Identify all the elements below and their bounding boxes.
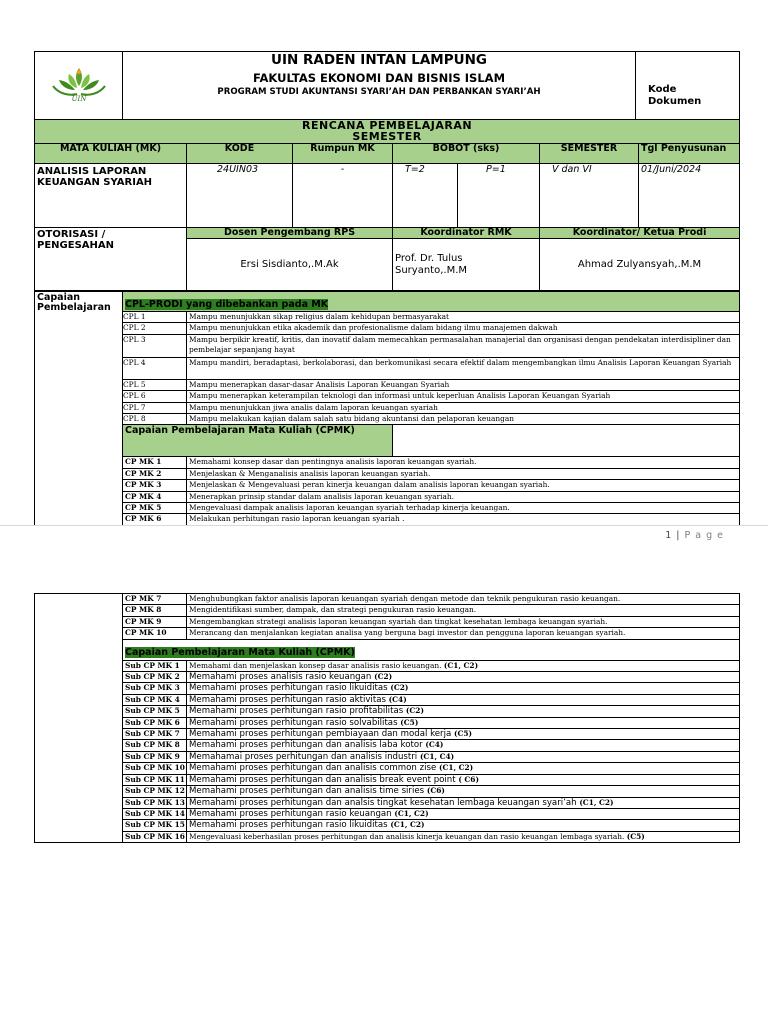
sub-cpmk-text-cell	[187, 774, 740, 785]
sub-cpmk-level: (C2)	[405, 706, 424, 716]
capaian-table-page2	[34, 593, 740, 843]
page-word: P a g e	[684, 530, 724, 541]
cpmk-row	[35, 491, 740, 502]
cpl-header-text: CPL-PRODI yang dibebankan pada MK	[125, 299, 329, 310]
cpl-text	[187, 323, 740, 334]
cpl-text	[187, 402, 740, 413]
sub-cpmk-code: Sub CP MK 3	[123, 683, 187, 694]
page-number-value: 1	[665, 530, 673, 541]
sub-cpmk-level: (C1, C2)	[443, 660, 479, 670]
sub-cpmk-row	[35, 740, 740, 751]
sub-cpmk-code: Sub CP MK 9	[123, 751, 187, 762]
sub-cpmk-level: (C4)	[388, 694, 407, 704]
cpmk-text: Menjelaskan & Mengevaluasi peran kinerja keuangan dalam analisis laporan keuangan syariah.	[187, 480, 740, 491]
cpl-text-line: Mampu melakukan kajian dalam salah satu bidang akuntansi dan pelaporan keuangan	[189, 414, 515, 424]
cpmk-row	[35, 605, 740, 616]
sub-cpmk-text: Memahami proses perhitungan dan analisis laba kotor	[189, 740, 426, 751]
cpmk-text: Menghubungkan faktor analisis laporan keuangan syariah dengan metode dan teknik pengukuran rasio keuangan.	[187, 594, 740, 605]
cpl-row	[35, 334, 740, 357]
sub-cpmk-code: Sub CP MK 8	[123, 740, 187, 751]
sub-cpmk-text: Memahami proses perhitungan dan analisis break event point	[189, 774, 459, 785]
course-kode: 24UIN03	[187, 164, 293, 228]
sub-cpmk-row	[35, 751, 740, 762]
cpl-text	[187, 414, 740, 425]
cpl-row	[35, 379, 740, 390]
rps-title-cell	[35, 120, 740, 144]
sub-cpmk-row	[35, 660, 740, 671]
cpl-code: CPL 2	[123, 323, 187, 334]
cpl-header	[123, 292, 740, 312]
cpmk-header-2-text: Capaian Pembelajaran Mata Kuliah (CPMK)	[125, 646, 355, 658]
course-name: ANALISIS LAPORAN KEUANGAN SYARIAH	[35, 164, 187, 228]
sub-cpmk-text: Memahami proses perhitungan rasio profitabilitas	[189, 706, 406, 717]
cpl-code: CPL 8	[123, 414, 187, 425]
sub-cpmk-row	[35, 786, 740, 797]
col-tgl: Tgl Penyusunan	[639, 144, 740, 164]
bobot-p: P=1	[458, 164, 540, 228]
col-kode: KODE	[187, 144, 293, 164]
kode-dokumen-label: Kode Dokumen	[648, 84, 702, 107]
cpl-row	[35, 357, 740, 379]
cpl-row	[35, 402, 740, 413]
sub-cpmk-code: Sub CP MK 15	[123, 820, 187, 831]
sub-cpmk-code: Sub CP MK 5	[123, 706, 187, 717]
cpmk-text: Menjelaskan & Menganalisis analisis laporan keuangan syariah.	[187, 468, 740, 479]
col-rumpun: Rumpun MK	[293, 144, 393, 164]
sub-cpmk-text-cell	[187, 683, 740, 694]
cpl-row	[35, 312, 740, 323]
cpmk-code: CP MK 5	[123, 503, 187, 514]
sub-cpmk-row	[35, 706, 740, 717]
cpl-code: CPL 4	[123, 357, 187, 379]
sub-cpmk-code: Sub CP MK 10	[123, 763, 187, 774]
sub-cpmk-level: (C5)	[400, 717, 419, 727]
sub-cpmk-code: Sub CP MK 11	[123, 774, 187, 785]
sub-cpmk-text-cell	[187, 797, 740, 808]
sub-cpmk-text: Memahami proses analisis rasio keuangan	[189, 672, 375, 683]
cpmk-row	[35, 594, 740, 605]
sub-cpmk-text-cell	[187, 751, 740, 762]
kode-dokumen-cell	[636, 52, 740, 120]
sub-cpmk-text-cell	[187, 717, 740, 728]
cpmk-row	[35, 457, 740, 468]
sub-cpmk-text-cell	[187, 694, 740, 705]
sub-cpmk-text: Mengevaluasi keberhasilan proses perhitungan dan analisis kinerja keuangan dan rasio keuangan lembaga syariah.	[189, 831, 627, 841]
sub-cpmk-level: (C1, C2)	[390, 820, 425, 830]
logo-text: UIN	[71, 95, 86, 103]
capaian-label-continued	[35, 594, 123, 843]
cpmk-text: Mengembangkan strategi analisis laporan keuangan syariah dan tingkat kesehatan lembaga keuangan syariah.	[187, 616, 740, 627]
sub-cpmk-text-cell	[187, 808, 740, 819]
cpmk-code: CP MK 9	[123, 616, 187, 627]
sub-cpmk-text-cell	[187, 831, 740, 842]
page-footer-divider	[0, 525, 768, 526]
cpl-text-line: Mampu menerapkan keterampilan teknologi dan informasi untuk keperluan Analisis Laporan Keuangan Syariah	[189, 391, 611, 401]
sub-cpmk-row	[35, 831, 740, 842]
koord-prodi-name: Ahmad Zulyansyah,.M.M	[540, 239, 740, 291]
sub-cpmk-text-cell	[187, 729, 740, 740]
cpl-text-line: Mampu berpikir kreatif, kritis, dan inovatif dalam memecahkan permasalahan manajerial dan organisasi dengan pendekatan interdisipliner dan	[189, 334, 731, 344]
sub-cpmk-level: (C1, C2)	[438, 763, 474, 773]
cpmk-code: CP MK 10	[123, 628, 187, 639]
logo-cell	[35, 52, 123, 120]
sub-cpmk-level: (C2)	[390, 683, 409, 693]
cpl-code: CPL 5	[123, 379, 187, 390]
cpmk-row	[35, 628, 740, 639]
cpmk-text: Menerapkan prinsip standar dalam analisis laporan keuangan syariah.	[187, 491, 740, 502]
sub-cpmk-row	[35, 820, 740, 831]
rps-title-line1: RENCANA PEMBELAJARAN	[302, 119, 473, 132]
cpl-code: CPL 7	[123, 402, 187, 413]
sub-cpmk-code: Sub CP MK 14	[123, 808, 187, 819]
page-number	[665, 530, 724, 541]
sub-cpmk-text: Memahami proses perhitungan dan analisis common zise	[189, 763, 439, 774]
cpmk-text: Mengevaluasi dampak analisis laporan keuangan syariah terhadap kinerja keuangan.	[187, 503, 740, 514]
cpmk-text: Mengidentifikasi sumber, dampak, dan strategi pengukuran rasio keuangan.	[187, 605, 740, 616]
sub-cpmk-text: Memahami proses perhitungan rasio keuangan	[189, 808, 395, 819]
sub-cpmk-text-cell	[187, 763, 740, 774]
otorisasi-label: OTORISASI / PENGESAHAN	[35, 228, 187, 291]
sub-cpmk-code: Sub CP MK 4	[123, 694, 187, 705]
col-semester: SEMESTER	[540, 144, 639, 164]
sub-cpmk-text: Memahami dan menjelaskan konsep dasar analisis rasio keuangan.	[189, 660, 444, 670]
koord-rmk-name: Prof. Dr. Tulus Suryanto,.M.M	[393, 239, 540, 291]
university-logo-icon	[47, 64, 111, 106]
sub-cpmk-text-cell	[187, 672, 740, 683]
cpl-row	[35, 391, 740, 402]
program-name: PROGRAM STUDI AKUNTANSI SYARI’AH DAN PERBANKAN SYARI’AH	[217, 87, 541, 97]
sub-cpmk-code: Sub CP MK 13	[123, 797, 187, 808]
cpl-text-line: Mampu mandiri, beradaptasi, berkolaborasi, dan berkomunikasi secara efektif dalam mengembangkan ilmu Analisis Laporan Keuangan Syariah	[189, 357, 732, 367]
sub-cpmk-code: Sub CP MK 7	[123, 729, 187, 740]
cpl-text-line: Mampu menunjukkan jiwa analis dalam laporan keuangan syariah	[189, 402, 438, 412]
cpmk-code: CP MK 6	[123, 514, 187, 525]
page-separator: |	[676, 530, 681, 541]
sub-cpmk-text-cell	[187, 740, 740, 751]
sub-cpmk-level: (C5)	[626, 831, 645, 841]
sub-cpmk-text: Memahami proses perhitungan pembiayaan dan modal kerja	[189, 729, 454, 740]
tgl-value: 01/Juni/2024	[639, 164, 740, 228]
cpmk-row	[35, 503, 740, 514]
cpmk-row	[35, 480, 740, 491]
sub-cpmk-level: (C1, C2)	[579, 797, 614, 807]
sub-cpmk-text: Memahami proses perhitungan rasio aktivitas	[189, 694, 389, 705]
sub-cpmk-text: Memahami proses perhitungan rasio likuiditas	[189, 820, 391, 831]
sub-cpmk-level: (C2)	[374, 672, 393, 682]
cpl-text	[187, 312, 740, 323]
bobot-t: T=2	[393, 164, 458, 228]
cpmk-code: CP MK 3	[123, 480, 187, 491]
sub-cpmk-row	[35, 672, 740, 683]
sub-cpmk-row	[35, 729, 740, 740]
sub-cpmk-text-cell	[187, 786, 740, 797]
cpmk-code: CP MK 4	[123, 491, 187, 502]
cpl-text	[187, 391, 740, 402]
sub-cpmk-row	[35, 694, 740, 705]
cpmk-text: Merancang dan menjalankan kegiatan analisa yang berguna bagi investor dan pengguna laporan keuangan syariah.	[187, 628, 740, 639]
sub-cpmk-row	[35, 808, 740, 819]
sub-cpmk-code: Sub CP MK 6	[123, 717, 187, 728]
dosen-name: Ersi Sisdianto,.M.Ak	[187, 239, 393, 291]
sub-cpmk-text-cell	[187, 820, 740, 831]
sub-cpmk-level: (C6)	[426, 786, 445, 796]
cpl-code: CPL 1	[123, 312, 187, 323]
cpl-row	[35, 323, 740, 334]
cpl-text	[187, 379, 740, 390]
sub-cpmk-level: (C1, C4)	[419, 751, 455, 761]
cpmk-text: Memahami konsep dasar dan pentingnya analisis laporan keuangan syariah.	[187, 457, 740, 468]
sub-cpmk-level: ( C6)	[458, 774, 479, 784]
cpmk-text: Melakukan perhitungan rasio laporan keuangan syariah .	[187, 514, 740, 525]
cpl-text-line: Mampu menerapkan dasar-dasar Analisis Laporan Keuangan Syariah	[189, 379, 450, 389]
cpmk-code: CP MK 2	[123, 468, 187, 479]
cpl-text	[187, 334, 740, 357]
sub-cpmk-code: Sub CP MK 2	[123, 672, 187, 683]
col-mata-kuliah: MATA KULIAH (MK)	[35, 144, 187, 164]
header-title-cell	[123, 52, 636, 120]
header-table	[34, 51, 740, 120]
cpmk-header-empty	[393, 425, 740, 457]
rps-table	[34, 119, 740, 291]
sub-cpmk-text: Memahami proses perhitungan rasio likuiditas	[189, 683, 391, 694]
cpmk-code: CP MK 8	[123, 605, 187, 616]
faculty-name: FAKULTAS EKONOMI DAN BISNIS ISLAM	[252, 71, 506, 85]
sub-cpmk-row	[35, 717, 740, 728]
capaian-table-page1	[34, 291, 740, 526]
cpmk-row	[35, 514, 740, 525]
sub-cpmk-row	[35, 763, 740, 774]
cpmk-row	[35, 468, 740, 479]
sub-cpmk-text: Memahami proses perhitungan dan analsis tingkat kesehatan lembaga keuangan syari’ah	[189, 797, 580, 808]
sub-cpmk-text: Memahami proses perhitungan rasio solvabilitas	[189, 717, 401, 728]
dosen-header: Dosen Pengembang RPS	[187, 228, 393, 239]
sub-cpmk-level: (C5)	[453, 729, 472, 739]
sub-cpmk-code: Sub CP MK 16	[123, 831, 187, 842]
sub-cpmk-row	[35, 683, 740, 694]
sub-cpmk-text-cell	[187, 706, 740, 717]
cpmk-code: CP MK 7	[123, 594, 187, 605]
sub-cpmk-text-cell	[187, 660, 740, 671]
capaian-label: Capaian Pembelajaran	[35, 292, 123, 526]
rps-title-line2: SEMESTER	[352, 130, 422, 143]
sub-cpmk-level: (C4)	[425, 740, 444, 750]
sub-cpmk-code: Sub CP MK 12	[123, 786, 187, 797]
cpmk-header: Capaian Pembelajaran Mata Kuliah (CPMK)	[123, 425, 393, 457]
koord-prodi-header: Koordinator/ Ketua Prodi	[540, 228, 740, 239]
col-bobot: BOBOT (sks)	[393, 144, 540, 164]
semester-value: V dan VI	[540, 164, 639, 228]
cpl-text-line2: pembelajar sepanjang hayat	[189, 345, 295, 355]
cpmk-header-2	[123, 639, 740, 660]
cpmk-code: CP MK 1	[123, 457, 187, 468]
cpl-code: CPL 3	[123, 334, 187, 357]
cpl-text-line: Mampu menunjukkan sikap religius dalam kehidupan bermasyarakat	[189, 312, 449, 321]
university-name: UIN RADEN INTAN LAMPUNG	[271, 52, 487, 68]
cpl-text	[187, 357, 740, 379]
sub-cpmk-code: Sub CP MK 1	[123, 660, 187, 671]
sub-cpmk-level: (C1, C2)	[394, 808, 429, 818]
sub-cpmk-text: Memahami proses perhitungan dan analisis time siries	[189, 786, 427, 797]
koord-rmk-header: Koordinator RMK	[393, 228, 540, 239]
sub-cpmk-text: Memahamai proses perhitungan dan analisis industri	[189, 751, 420, 762]
sub-cpmk-row	[35, 797, 740, 808]
cpl-code: CPL 6	[123, 391, 187, 402]
cpmk-row	[35, 616, 740, 627]
cpl-row	[35, 414, 740, 425]
cpl-text-line: Mampu menunjukkan etika akademik dan profesionalisme dalam bidang ilmu manajemen dakwah	[189, 323, 558, 333]
course-rumpun: -	[293, 164, 393, 228]
sub-cpmk-row	[35, 774, 740, 785]
